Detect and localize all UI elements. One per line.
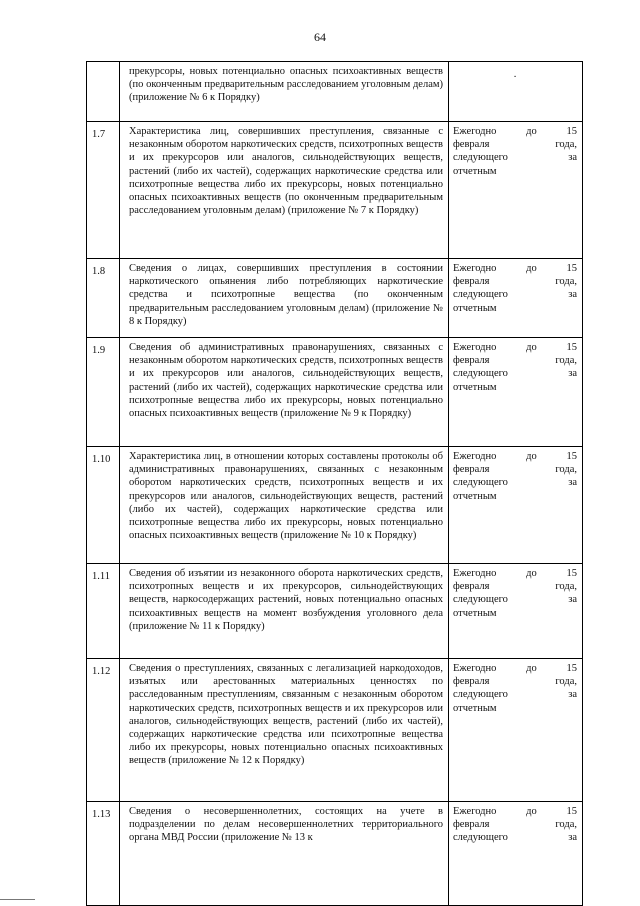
period-word: следующего	[453, 152, 508, 164]
period-word: отчетным	[453, 381, 497, 393]
period-word: следующего	[453, 368, 508, 380]
period-line	[453, 818, 577, 831]
period-line	[453, 450, 577, 463]
period-line	[453, 662, 577, 675]
row-period	[449, 802, 583, 906]
row-period	[449, 447, 583, 564]
row-number: 1.12	[87, 659, 120, 802]
period-word: за	[568, 289, 577, 301]
row-period	[449, 338, 583, 447]
period-word: 15	[566, 806, 577, 817]
page-number: 64	[314, 30, 326, 44]
report-table	[86, 61, 583, 906]
period-word: за	[568, 152, 577, 164]
period-word: отчетным	[453, 490, 497, 502]
period-word: февраля	[453, 819, 490, 831]
period-word: 15	[566, 126, 577, 137]
period-word: отчетным	[453, 302, 497, 314]
period-word: Ежегодно	[453, 806, 497, 817]
row-description: Сведения о лицах, совершивших преступления в состоянии наркотического опьянения либо потребляющих наркотические средства и психотропные вещества (по оконченным предварительным расследованием уголовным делам) (приложение № 8 к Порядку)	[120, 259, 449, 338]
row-number: 1.8	[87, 259, 120, 338]
period-line	[453, 675, 577, 688]
row-number: 1.11	[87, 564, 120, 659]
period-word: до	[526, 451, 537, 462]
period-word: года,	[555, 276, 577, 288]
period-word: за	[568, 368, 577, 380]
period-word: до	[526, 263, 537, 274]
period-word: февраля	[453, 276, 490, 288]
period-line	[453, 702, 577, 715]
row-number	[87, 62, 120, 122]
period-line	[453, 367, 577, 380]
row-description: Характеристика лиц, совершивших преступления, связанные с незаконным оборотом наркотических средств, психотропных веществ и их прекурсоров или аналогов, сильнодействующих веществ, растений (либо их частей), содержащих наркотические средства или психотропные вещества либо их прекурсоры, новых потенциально опасных психоактивных веществ (по оконченным предварительным расследованием уголовным делам) (приложение № 7 к Порядку)	[120, 122, 449, 259]
period-word: Ежегодно	[453, 126, 497, 137]
period-word: до	[526, 663, 537, 674]
row-description: Сведения об изъятии из незаконного оборота наркотических средств, психотропных веществ и их прекурсоров, сильнодействующих веществ, наркосодержащих растений, новых потенциально опасных психоактивных веществ на момент возбуждения уголовного дела (приложение № 11 к Порядку)	[120, 564, 449, 659]
row-period	[449, 564, 583, 659]
row-description: Сведения о несовершеннолетних, состоящих на учете в подразделении по делам несовершеннолетних территориального органа МВД России (приложение № 13 к	[120, 802, 449, 906]
period-line	[453, 275, 577, 288]
row-number: 1.9	[87, 338, 120, 447]
period-line	[453, 593, 577, 606]
table-row	[87, 338, 583, 447]
period-word: за	[568, 594, 577, 606]
row-number: 1.13	[87, 802, 120, 906]
period-word: за	[568, 477, 577, 489]
period-word: года,	[555, 676, 577, 688]
row-description: Сведения об административных правонарушениях, связанных с незаконным оборотом наркотических средств, психотропных веществ и их прекурсоров или аналогов, сильнодействующих веществ, растений (либо их частей), содержащих наркотические средства или психотропные вещества либо их прекурсоры, новых потенциально опасных психоактивных веществ (приложение № 9 к Порядку)	[120, 338, 449, 447]
period-word: февраля	[453, 355, 490, 367]
table-row	[87, 564, 583, 659]
period-word: 15	[566, 568, 577, 579]
period-word: февраля	[453, 139, 490, 151]
row-number: 1.10	[87, 447, 120, 564]
period-word: до	[526, 806, 537, 817]
row-period	[449, 122, 583, 259]
period-word: следующего	[453, 477, 508, 489]
period-line	[453, 138, 577, 151]
period-line	[453, 302, 577, 315]
row-description: Характеристика лиц, в отношении которых составлены протоколы об административных правонарушениях, связанных с незаконным оборотом наркотических средств, психотропных веществ и их прекурсоров или аналогов, сильнодействующих веществ, растений (либо их частей), содержащих наркотические средства или психотропные вещества либо их прекурсоры, новых потенциально опасных психоактивных веществ (приложение № 10 к Порядку)	[120, 447, 449, 564]
period-word: до	[526, 342, 537, 353]
period-word: Ежегодно	[453, 451, 497, 462]
period-line	[453, 165, 577, 178]
period-word: за	[568, 832, 577, 844]
table-row	[87, 259, 583, 338]
period-line	[453, 607, 577, 620]
period-line	[453, 490, 577, 503]
footer-rule	[0, 899, 35, 900]
period-line	[453, 831, 577, 844]
period-word: следующего	[453, 289, 508, 301]
period-word: 15	[566, 663, 577, 674]
period-word: года,	[555, 819, 577, 831]
period-word: Ежегодно	[453, 663, 497, 674]
row-period	[449, 659, 583, 802]
period-line	[453, 567, 577, 580]
row-number: 1.7	[87, 122, 120, 259]
period-word: года,	[555, 464, 577, 476]
period-word: 15	[566, 342, 577, 353]
period-word: Ежегодно	[453, 342, 497, 353]
period-word: до	[526, 568, 537, 579]
table-row	[87, 447, 583, 564]
period-line	[453, 151, 577, 164]
period-word: Ежегодно	[453, 263, 497, 274]
period-line	[453, 381, 577, 394]
period-line	[453, 476, 577, 489]
table-row	[87, 659, 583, 802]
period-line	[453, 125, 577, 138]
period-word: февраля	[453, 464, 490, 476]
period-line	[453, 288, 577, 301]
row-description: прекурсоры, новых потенциально опасных психоактивных веществ (по оконченным предварительным расследованием уголовным делам) (приложение № 6 к Порядку)	[120, 62, 449, 122]
period-word: до	[526, 126, 537, 137]
period-word: отчетным	[453, 165, 497, 177]
period-word: следующего	[453, 594, 508, 606]
period-line	[453, 580, 577, 593]
period-word: февраля	[453, 676, 490, 688]
period-line	[453, 262, 577, 275]
table-row	[87, 802, 583, 906]
table-row	[87, 122, 583, 259]
period-word: за	[568, 689, 577, 701]
period-line: .	[513, 69, 517, 80]
period-word: года,	[555, 355, 577, 367]
period-word: отчетным	[453, 702, 497, 714]
row-period	[449, 62, 583, 122]
period-line	[453, 354, 577, 367]
table-row	[87, 62, 583, 122]
period-line	[453, 463, 577, 476]
period-word: года,	[555, 581, 577, 593]
period-line	[453, 341, 577, 354]
period-word: 15	[566, 451, 577, 462]
period-word: отчетным	[453, 607, 497, 619]
period-word: Ежегодно	[453, 568, 497, 579]
period-word: февраля	[453, 581, 490, 593]
row-description: Сведения о преступлениях, связанных с легализацией наркодоходов, изъятых или арестованных материальных ценностях по расследованным преступлениям, связанным с незаконным оборотом наркотических средств, психотропных веществ и их прекурсоров или аналогов, сильнодействующих веществ, растений (либо их частей), содержащих наркотические средства или психотропные вещества либо их прекурсоры, новых потенциально опасных психоактивных веществ (приложение № 12 к Порядку)	[120, 659, 449, 802]
period-word: 15	[566, 263, 577, 274]
row-period	[449, 259, 583, 338]
period-word: следующего	[453, 832, 508, 844]
period-line	[453, 688, 577, 701]
period-line	[453, 805, 577, 818]
period-word: года,	[555, 139, 577, 151]
period-word: следующего	[453, 689, 508, 701]
